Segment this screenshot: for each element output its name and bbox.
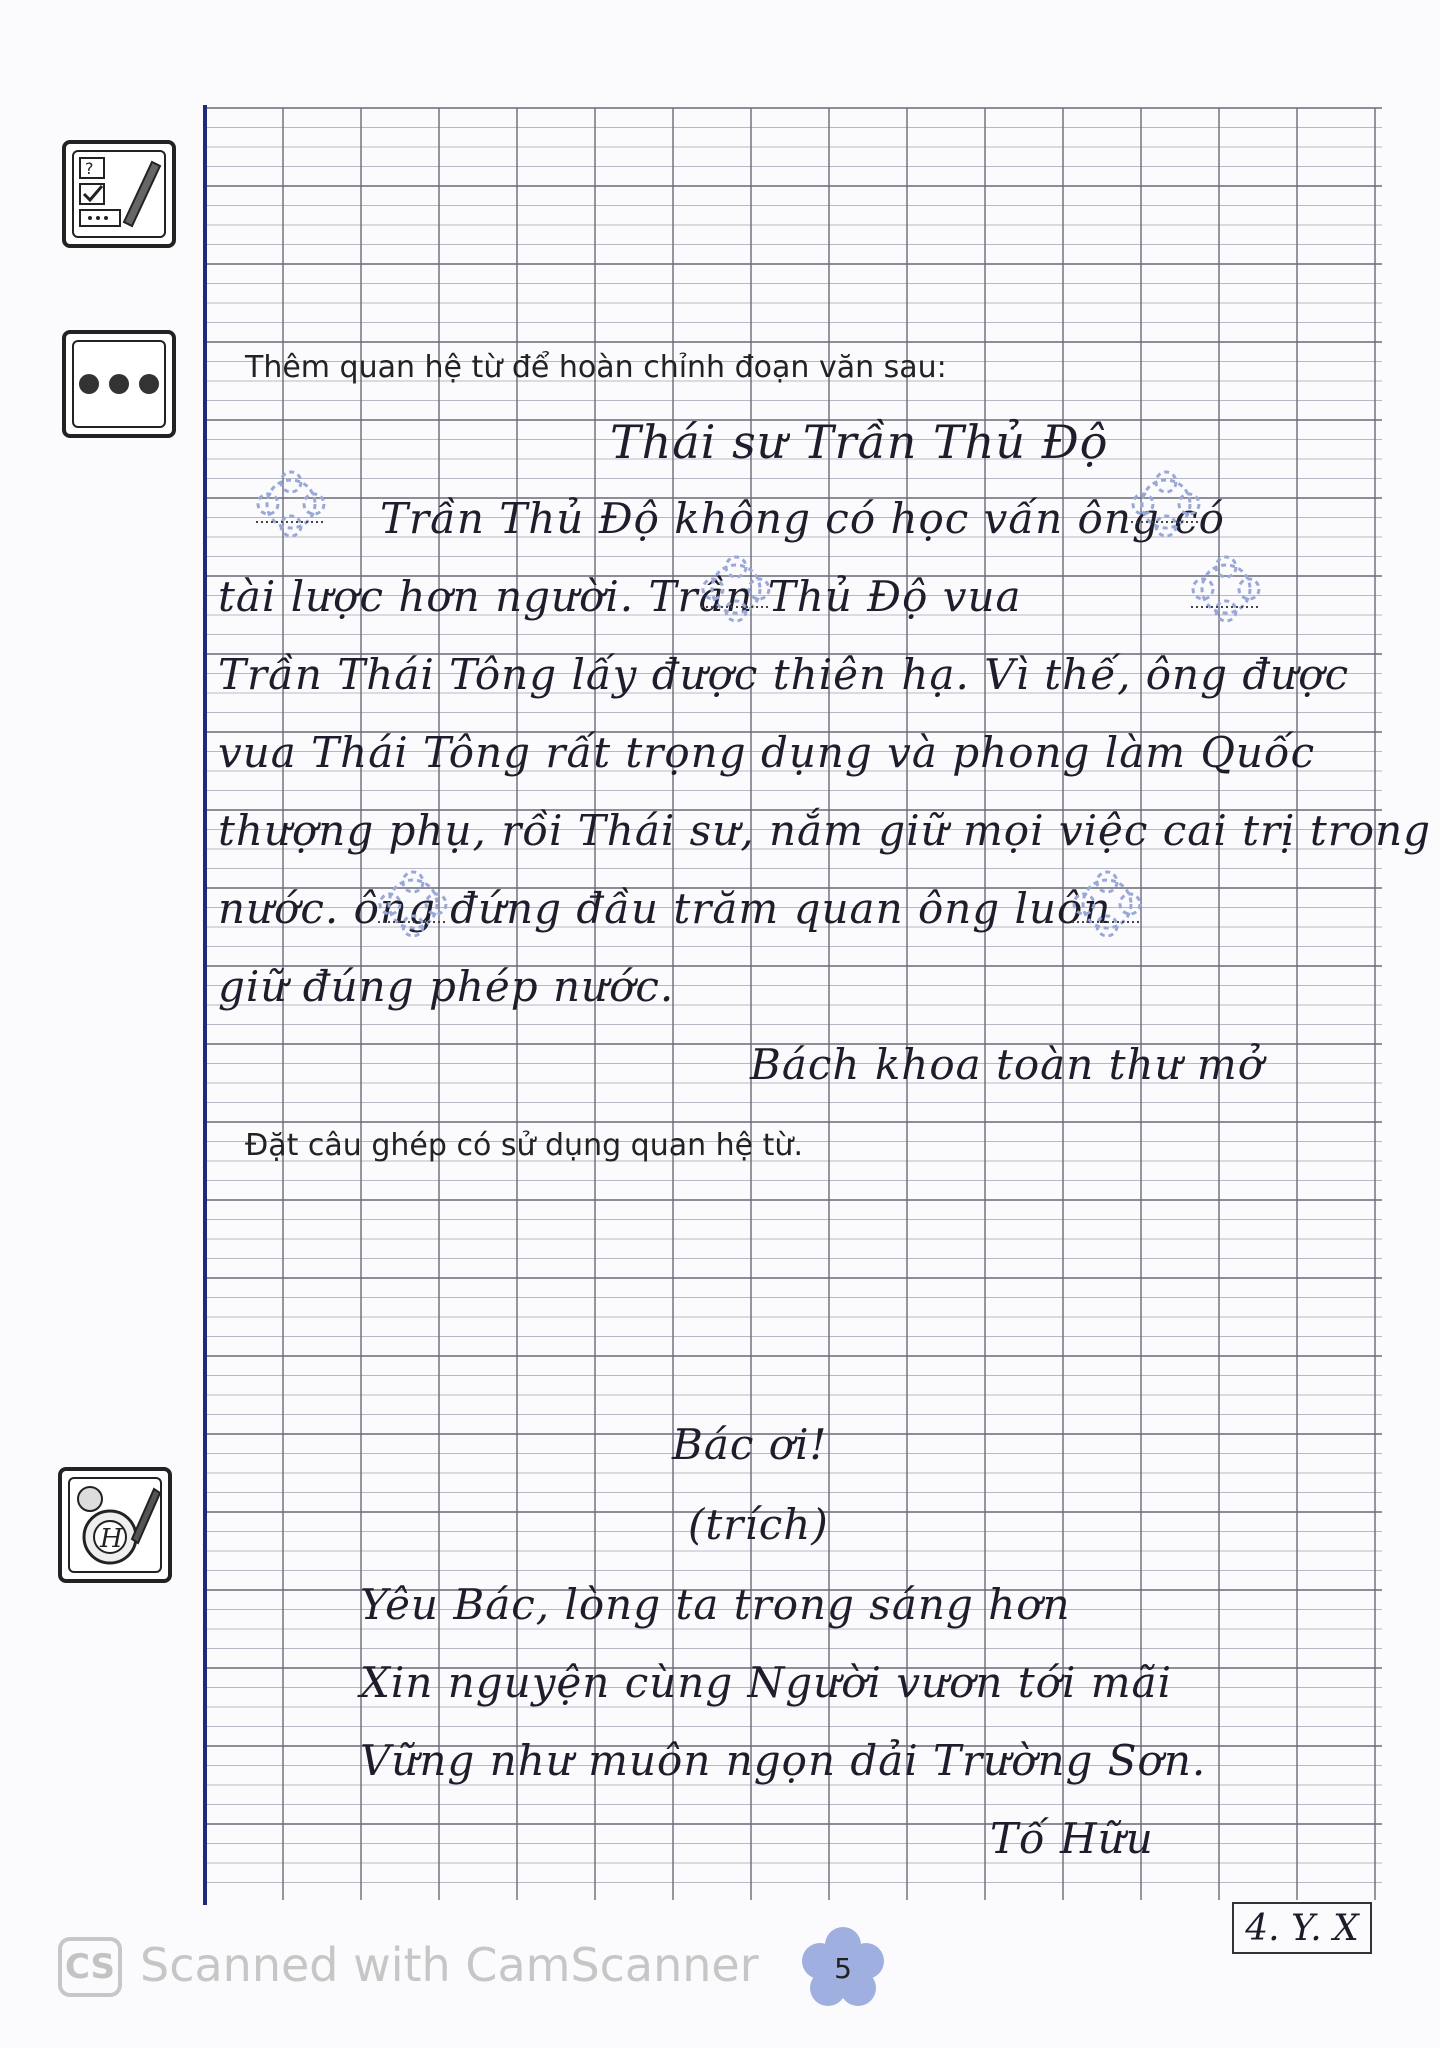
svg-text:?: ? [85,159,94,178]
handwriting-gear-icon [58,1467,172,1583]
camscanner-watermark: Scanned with CamScanner [140,1938,759,1992]
svg-text:H: H [100,1524,123,1554]
passage-line-7: giữ đúng phép nước. [218,962,675,1011]
passage-line-3: Trần Thái Tông lấy được thiên hạ. Vì thế, ông được [218,650,1350,699]
poem-author: Tố Hữu [990,1814,1154,1863]
passage-line-4: vua Thái Tông rất trọng dụng và phong làm Quốc [218,728,1316,777]
task2-instruction: Đặt câu ghép có sử dụng quan hệ từ. [245,1128,803,1163]
page-number: 5 [834,1951,852,1985]
poem-line-1: Yêu Bác, lòng ta trong sáng hơn [360,1580,1071,1629]
margin-line [203,105,207,1905]
poem-line-3: Vững như muôn ngọn dải Trường Sơn. [360,1736,1207,1785]
blank-flower-icon [1066,870,1148,938]
passage-title: Thái sư Trần Thủ Độ [610,415,1109,469]
passage-line-2: tài lược hơn người. Trần Thủ Độ vua [218,572,1022,621]
poem-title: Bác ơi! [672,1420,828,1469]
book-code: 4. Y. X [1232,1902,1372,1954]
poem-line-2: Xin nguyện cùng Người vươn tới mãi [360,1658,1173,1707]
passage-line-6: nước. ông đứng đầu trăm quan ông luôn [218,884,1112,933]
exercise-icon [62,140,176,248]
blank-flower-icon [372,870,454,938]
blank-flower-icon [250,470,332,538]
poem-subtitle: (trích) [688,1500,829,1549]
page-number-badge [800,1925,886,2011]
blank-flower-icon [1185,555,1267,623]
passage-line-5: thượng phụ, rồi Thái sư, nắm giữ mọi việc cai trị trong [218,806,1432,855]
camscanner-logo-icon: CS [58,1937,122,1997]
passage-line-1: Trần Thủ Độ không có học vấn ông có [380,494,1225,543]
passage-source: Bách khoa toàn thư mở [750,1040,1265,1089]
task1-instruction: Thêm quan hệ từ để hoàn chỉnh đoạn văn sau: [245,350,947,385]
blank-flower-icon [695,555,777,623]
blank-flower-icon [1125,470,1207,538]
more-dots-icon [62,330,176,438]
